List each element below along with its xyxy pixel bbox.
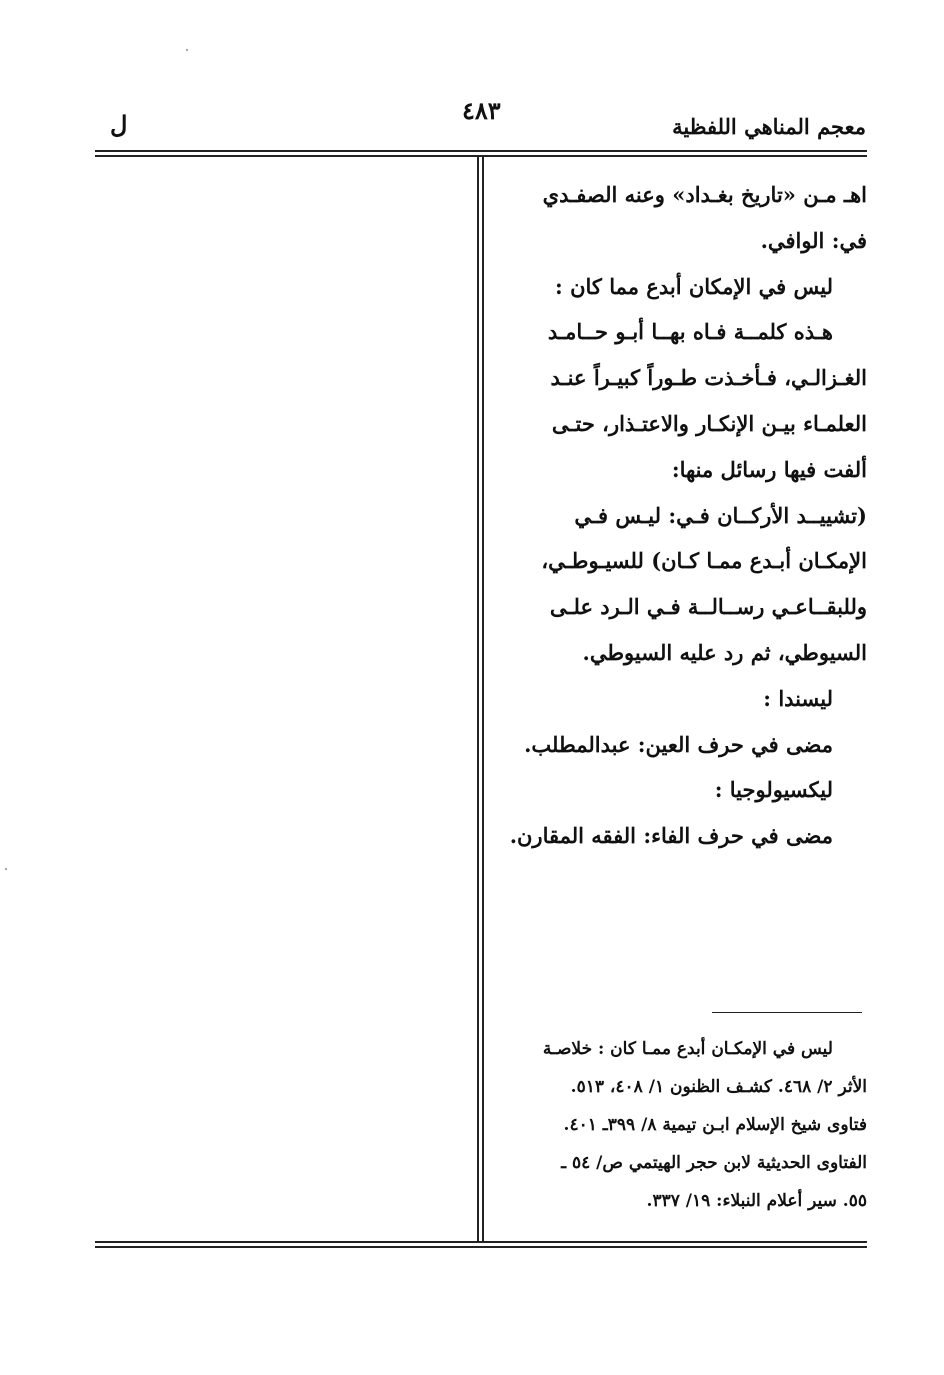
column-divider-left [477, 156, 479, 1241]
footnote-line: الفتاوى الحديثية لابن حجر الهيتمي ص/ ٥٤ ـ [561, 1153, 867, 1173]
text-line: (تشييــد الأركــان فـي: ليـس فـي [574, 502, 867, 528]
header-rule-bottom [95, 155, 867, 157]
main-text-column [495, 172, 867, 859]
text-line: ألفت فيها رسائل منها: [671, 456, 867, 482]
text-line: اهـ مـن «تاريخ بغـداد» وعنه الصفـدي [542, 182, 867, 207]
footnote-line: الأثر ٢/ ٤٦٨. كشـف الظنون ١/ ٤٠٨، ٥١٣. [570, 1077, 867, 1097]
header-rule-top [95, 150, 867, 152]
running-title: معجم المناهي اللفظية [672, 114, 866, 139]
text-line: وللبقــاعـي رســالــة فـي الـرد علـى [549, 594, 867, 620]
text-line: الإمكـان أبـدع ممـا كـان) للسيـوطـي، [541, 548, 867, 574]
footnote-line: فتاوى شيخ الإسلام ابـن تيمية ٨/ ٣٩٩ـ ٤٠١. [563, 1115, 867, 1135]
footnote-separator [712, 1012, 862, 1013]
section-letter: ل [110, 110, 128, 139]
text-line: في: الوافي. [760, 227, 867, 253]
text-line: مضى في حرف الفاء: الفقه المقارن. [509, 823, 833, 849]
text-line: السيوطي، ثم رد عليه السيوطي. [582, 639, 867, 665]
text-line: العلمـاء بيـن الإنكـار والاعتـذار، حتـى [551, 410, 867, 436]
page-number: ٤٨٣ [462, 96, 501, 125]
text-line: مضى في حرف العين: عبدالمطلب. [524, 731, 833, 757]
footnote-block [495, 1030, 867, 1220]
text-line: الغـزالـي، فـأخـذت طـوراً كبيـراً عنـد [550, 365, 867, 391]
entry-heading: ليكسيولوجيا : [714, 777, 833, 803]
footnote-line: ٥٥. سير أعلام النبلاء: ١٩/ ٣٣٧. [646, 1191, 867, 1211]
scan-speck [186, 49, 188, 51]
footer-rule-bottom [95, 1246, 867, 1248]
entry-heading: ليسندا : [763, 685, 833, 711]
entry-heading: ليس في الإمكان أبدع مما كان : [555, 273, 833, 299]
column-divider-right [482, 156, 484, 1241]
footer-rule-top [95, 1241, 867, 1243]
scan-speck [5, 868, 7, 870]
footnote-line: ليس في الإمكـان أبدع ممـا كان : خلاصـة [542, 1039, 833, 1059]
text-line: هـذه كلمــة فـاه بهــا أبـو حــامـد [547, 319, 833, 345]
